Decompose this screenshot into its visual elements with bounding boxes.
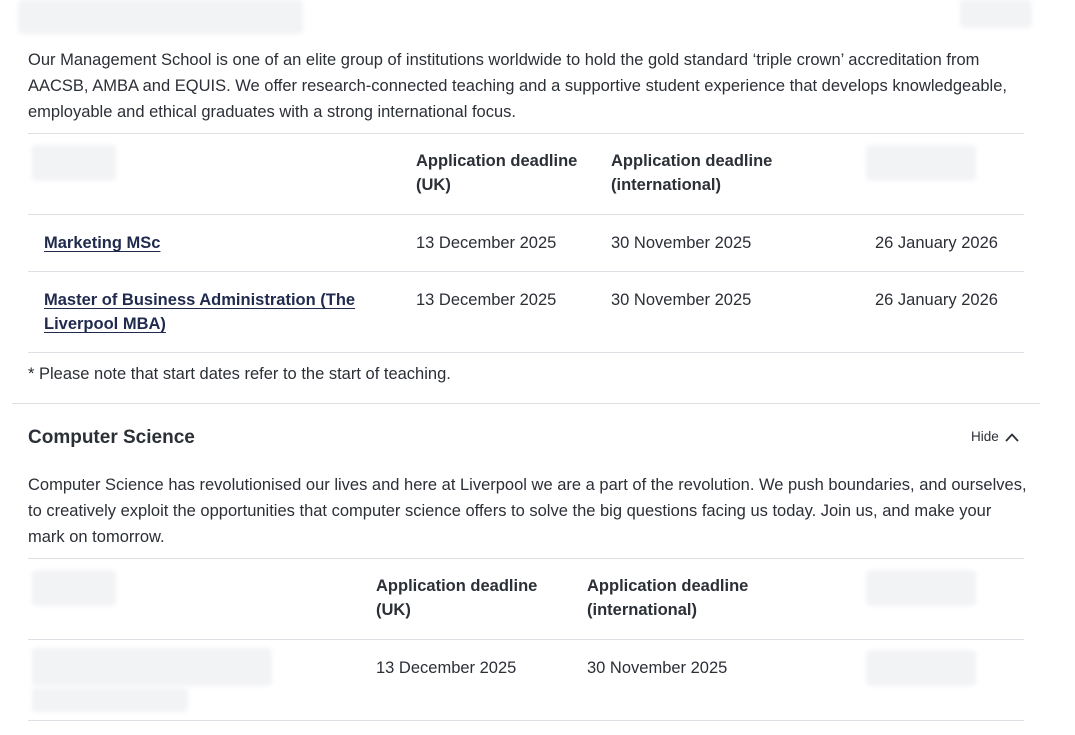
blurred-start-date bbox=[866, 650, 976, 686]
intl-deadline-header: Application deadline (international) bbox=[587, 577, 749, 619]
blurred-header-cell bbox=[866, 145, 976, 181]
intl-deadline-cell: 30 November 2025 bbox=[611, 291, 752, 309]
uk-deadline-cell: 13 December 2025 bbox=[376, 659, 517, 677]
course-link-mba[interactable]: Master of Business Administration (The Liverpool MBA) bbox=[44, 291, 356, 333]
hide-toggle-label: Hide bbox=[971, 429, 999, 444]
start-date-note: * Please note that start dates refer to the start of teaching. bbox=[28, 365, 451, 383]
table-divider bbox=[28, 720, 1024, 721]
uk-deadline-header: Application deadline (UK) bbox=[416, 152, 578, 194]
divider bbox=[28, 133, 1024, 134]
hide-toggle-button[interactable] bbox=[971, 429, 1019, 444]
computer-science-intro: Computer Science has revolutionised our lives and here at Liverpool we are a part of the revolution. We push boundaries, and ourselves, to creatively exploit the opportunities that computer science offers to solve the big questions facing us today. Join us, and make your mark on tomorrow. bbox=[28, 476, 1027, 546]
blurred-header-cell bbox=[32, 145, 116, 181]
intl-deadline-header: Application deadline (international) bbox=[611, 152, 773, 194]
intl-deadline-cell: 30 November 2025 bbox=[587, 659, 728, 677]
section-divider bbox=[12, 403, 1040, 404]
table-divider bbox=[28, 639, 1024, 640]
blurred-header-cell bbox=[866, 570, 976, 606]
section-title-computer-science: Computer Science bbox=[28, 427, 195, 448]
course-link-marketing-msc[interactable]: Marketing MSc bbox=[44, 234, 161, 252]
blurred-course-name bbox=[32, 648, 272, 686]
chevron-up-icon bbox=[1005, 432, 1019, 442]
blurred-heading bbox=[18, 0, 303, 34]
blurred-course-name bbox=[32, 688, 188, 712]
table-divider bbox=[28, 352, 1024, 353]
uk-deadline-cell: 13 December 2025 bbox=[416, 234, 557, 252]
blurred-toggle bbox=[960, 0, 1032, 28]
uk-deadline-header: Application deadline (UK) bbox=[376, 577, 538, 619]
start-date-cell: 26 January 2026 bbox=[875, 234, 998, 252]
table-divider bbox=[28, 214, 1024, 215]
divider bbox=[28, 558, 1024, 559]
intl-deadline-cell: 30 November 2025 bbox=[611, 234, 752, 252]
table-divider bbox=[28, 271, 1024, 272]
uk-deadline-cell: 13 December 2025 bbox=[416, 291, 557, 309]
start-date-cell: 26 January 2026 bbox=[875, 291, 998, 309]
blurred-header-cell bbox=[32, 570, 116, 606]
management-intro: Our Management School is one of an elite group of institutions worldwide to hold the gold standard ‘triple crown’ accreditation from AACSB, AMBA and EQUIS. We offer research-connected teaching and a supportive student experience that develops knowledgeable, employable and ethical graduates with a strong international focus. bbox=[28, 51, 1007, 121]
